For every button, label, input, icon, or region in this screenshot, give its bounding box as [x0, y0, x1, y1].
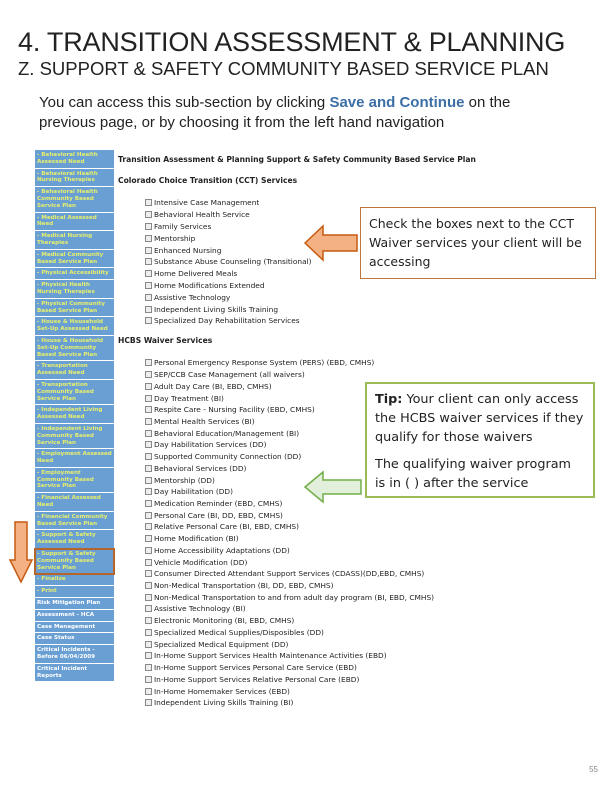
cct-service-item[interactable] [145, 221, 211, 233]
checkbox[interactable] [145, 641, 152, 648]
waiver-note: The qualifying waiver program is in ( ) after the service [375, 457, 572, 491]
nav-item[interactable]: - Physical Community Based Service Plan [35, 299, 114, 318]
service-label: Independent Living Skills Training [154, 304, 279, 314]
cct-service-item[interactable] [145, 232, 195, 244]
service-label: Respite Care - Nursing Facility (EBD, CMHS) [154, 405, 315, 415]
nav-item[interactable]: - Employment Assessed Need [35, 449, 114, 468]
checkbox[interactable] [145, 223, 152, 230]
service-label: Specialized Medical Supplies/Disposibles (DD) [154, 627, 324, 637]
checkbox[interactable] [145, 664, 152, 671]
checkbox[interactable] [145, 247, 152, 254]
hcbs-service-item[interactable] [145, 615, 294, 627]
checkbox[interactable] [145, 294, 152, 301]
cct-service-item[interactable] [145, 280, 265, 292]
checkbox[interactable] [145, 199, 152, 206]
save-continue-link: Save and Continue [329, 94, 465, 111]
nav-item[interactable]: - Physical Accessibility [35, 268, 114, 280]
nav-item[interactable]: - House & Household Set-Up Community Based Service Plan [35, 336, 114, 361]
checkbox[interactable] [145, 453, 152, 460]
checkbox[interactable] [145, 270, 152, 277]
service-label: SEP/CCB Case Management (all waivers) [154, 370, 305, 380]
nav-item[interactable]: Case Status [35, 633, 114, 645]
intro-after: on the previous page, or by choosing it from the left hand navigation [39, 94, 511, 131]
cct-service-item[interactable] [145, 209, 250, 221]
cct-service-item[interactable] [145, 256, 312, 268]
service-label: In-Home Homemaker Services (EBD) [154, 686, 290, 696]
checkbox[interactable] [145, 676, 152, 683]
nav-item[interactable]: - Support & Safety Community Based Service Plan [35, 549, 114, 574]
checkbox[interactable] [145, 282, 152, 289]
checkbox[interactable] [145, 430, 152, 437]
hcbs-service-item[interactable] [145, 650, 387, 662]
service-label: Vehicle Modification (DD) [154, 557, 248, 567]
checkbox[interactable] [145, 406, 152, 413]
hcbs-service-item[interactable] [145, 427, 299, 439]
service-label: Specialized Medical Equipment (DD) [154, 639, 289, 649]
nav-item[interactable]: Case Management [35, 622, 114, 634]
hcbs-service-item[interactable] [145, 439, 266, 451]
checkbox[interactable] [145, 488, 152, 495]
hcbs-service-item[interactable] [145, 627, 324, 639]
cct-service-item[interactable] [145, 244, 221, 256]
checkbox[interactable] [145, 211, 152, 218]
nav-item[interactable]: Risk Mitigation Plan [35, 598, 114, 610]
hcbs-service-item[interactable] [145, 603, 246, 615]
service-label: Mentorship [154, 233, 196, 243]
page-subtitle: Z. SUPPORT & SAFETY COMMUNITY BASED SERVICE PLAN [18, 58, 549, 79]
hcbs-service-item[interactable] [145, 662, 357, 674]
left-navigation [35, 150, 114, 682]
checkbox[interactable] [145, 359, 152, 366]
hcbs-service-item[interactable] [145, 521, 299, 533]
checkbox[interactable] [145, 617, 152, 624]
service-label: Non-Medical Transportation (BI, DD, EBD, CMHS) [154, 581, 334, 591]
cct-service-item[interactable] [145, 197, 259, 209]
hcbs-service-item[interactable] [145, 580, 334, 592]
service-label: Home Modifications Extended [154, 280, 265, 290]
checkbox[interactable] [145, 317, 152, 324]
nav-item[interactable]: - Behavioral Health Nursing Therapies [35, 169, 114, 188]
hcbs-service-item[interactable] [145, 404, 315, 416]
hcbs-section-title: HCBS Waiver Services [118, 336, 213, 345]
checkbox[interactable] [145, 523, 152, 530]
cct-service-item[interactable] [145, 315, 300, 327]
nav-item[interactable]: - House & Household Set-Up Assessed Need [35, 317, 114, 336]
nav-item[interactable]: - Medical Community Based Service Plan [35, 250, 114, 269]
hcbs-service-item[interactable] [145, 451, 301, 463]
nav-item[interactable]: - Medical Nursing Therapies [35, 231, 114, 250]
service-label: Specialized Day Rehabilitation Services [154, 316, 300, 326]
checkbox[interactable] [145, 306, 152, 313]
orange-left-arrow-icon [303, 224, 359, 262]
nav-item[interactable]: - Physical Health Nursing Therapies [35, 280, 114, 299]
checkbox[interactable] [145, 371, 152, 378]
nav-item[interactable]: - Print [35, 586, 114, 598]
service-label: Assistive Technology [154, 292, 231, 302]
service-label: Intensive Case Management [154, 198, 260, 208]
nav-item[interactable]: - Support & Safety Assessed Need [35, 530, 114, 549]
service-label: Personal Care (BI, DD, EBD, CMHS) [154, 510, 283, 520]
checkbox[interactable] [145, 582, 152, 589]
nav-item[interactable]: - Transportation Assessed Need [35, 361, 114, 380]
form-title: Transition Assessment & Planning Support & Safety Community Based Service Plan [118, 155, 476, 164]
service-label: Day Treatment (BI) [154, 393, 224, 403]
hcbs-service-item[interactable] [145, 556, 247, 568]
service-label: Home Modification (BI) [154, 534, 239, 544]
hcbs-service-item[interactable] [145, 591, 434, 603]
checkbox[interactable] [145, 258, 152, 265]
nav-item[interactable]: - Employment Community Based Service Plan [35, 468, 114, 493]
callout-cct: Check the boxes next to the CCT Waiver services your client will be accessing [360, 207, 596, 279]
nav-item[interactable]: - Independent Living Assessed Need [35, 405, 114, 424]
hcbs-service-item[interactable] [145, 697, 293, 709]
checkbox[interactable] [145, 500, 152, 507]
hcbs-service-item[interactable] [145, 474, 215, 486]
nav-item[interactable]: - Behavioral Health Community Based Service Plan [35, 187, 114, 212]
checkbox[interactable] [145, 629, 152, 636]
checkbox[interactable] [145, 395, 152, 402]
hcbs-service-item[interactable] [145, 462, 246, 474]
hcbs-service-item[interactable] [145, 509, 283, 521]
checkbox[interactable] [145, 570, 152, 577]
checkbox[interactable] [145, 605, 152, 612]
hcbs-service-item[interactable] [145, 416, 255, 428]
service-label: In-Home Support Services Relative Personal Care (EBD) [154, 674, 360, 684]
nav-item[interactable]: - Transportation Community Based Service Plan [35, 380, 114, 405]
hcbs-service-item[interactable] [145, 498, 282, 510]
checkbox[interactable] [145, 441, 152, 448]
service-label: Enhanced Nursing [154, 245, 222, 255]
checkbox[interactable] [145, 383, 152, 390]
intro-before: You can access this sub-section by clicking [39, 94, 330, 111]
service-label: Mental Health Services (BI) [154, 416, 255, 426]
checkbox[interactable] [145, 688, 152, 695]
service-label: Supported Community Connection (DD) [154, 452, 302, 462]
cct-service-item[interactable] [145, 291, 230, 303]
hcbs-service-item[interactable] [145, 357, 374, 369]
service-label: Personal Emergency Response System (PERS) (EBD, CMHS) [154, 358, 375, 368]
service-label: Medication Reminder (EBD, CMHS) [154, 498, 283, 508]
nav-item[interactable]: - Independent Living Community Based Service Plan [35, 424, 114, 449]
orange-down-arrow-icon [8, 520, 34, 584]
checkbox[interactable] [145, 547, 152, 554]
cct-service-item[interactable] [145, 268, 237, 280]
service-label: Substance Abuse Counseling (Transitional) [154, 257, 312, 267]
service-label: Adult Day Care (BI, EBD, CMHS) [154, 381, 272, 391]
hcbs-service-item[interactable] [145, 545, 290, 557]
nav-item[interactable]: - Behavioral Health Assessed Need [35, 150, 114, 169]
service-label: In-Home Support Services Personal Care Service (EBD) [154, 663, 357, 673]
checkbox[interactable] [145, 465, 152, 472]
checkbox[interactable] [145, 535, 152, 542]
callout-hcbs-tip [365, 382, 595, 498]
checkbox[interactable] [145, 594, 152, 601]
hcbs-service-item[interactable] [145, 638, 288, 650]
service-label: Behavioral Services (DD) [154, 463, 247, 473]
nav-item[interactable]: Critical Incident Reports [35, 664, 114, 683]
service-label: Day Habilitation (DD) [154, 487, 233, 497]
service-label: Assistive Technology (BI) [154, 604, 246, 614]
green-left-arrow-icon [303, 470, 363, 504]
nav-item[interactable]: Assessment - HCA [35, 610, 114, 622]
service-label: Home Delivered Meals [154, 269, 238, 279]
hcbs-service-item[interactable] [145, 533, 239, 545]
nav-item[interactable]: - Financial Community Based Service Plan [35, 512, 114, 531]
service-label: Relative Personal Care (BI, EBD, CMHS) [154, 522, 300, 532]
page-title: 4. TRANSITION ASSESSMENT & PLANNING [18, 27, 566, 57]
hcbs-service-item[interactable] [145, 369, 305, 381]
service-label: Non-Medical Transportation to and from adult day program (BI, EBD, CMHS) [154, 592, 435, 602]
hcbs-service-item[interactable] [145, 486, 233, 498]
checkbox[interactable] [145, 235, 152, 242]
intro-text [39, 93, 559, 133]
cct-section-title: Colorado Choice Transition (CCT) Services [118, 176, 298, 185]
checkbox[interactable] [145, 699, 152, 706]
checkbox[interactable] [145, 512, 152, 519]
hcbs-service-item[interactable] [145, 568, 424, 580]
checkbox[interactable] [145, 477, 152, 484]
nav-item[interactable]: - Finalize [35, 574, 114, 586]
nav-item[interactable]: - Medical Assessed Need [35, 213, 114, 232]
nav-item[interactable]: Critical Incidents - Before 06/04/2009 [35, 645, 114, 664]
checkbox[interactable] [145, 418, 152, 425]
checkbox[interactable] [145, 559, 152, 566]
hcbs-service-item[interactable] [145, 392, 224, 404]
service-label: Home Accessibility Adaptations (DD) [154, 545, 290, 555]
tip-label: Tip: [375, 392, 403, 407]
service-label: Independent Living Skills Training (BI) [154, 698, 294, 708]
nav-item[interactable]: - Financial Assessed Need [35, 493, 114, 512]
service-label: Mentorship (DD) [154, 475, 215, 485]
service-label: In-Home Support Services Health Maintenance Activities (EBD) [154, 651, 387, 661]
checkbox[interactable] [145, 652, 152, 659]
hcbs-service-item[interactable] [145, 380, 272, 392]
tip-text: Your client can only access the HCBS waiver services if they qualify for those waivers [375, 392, 584, 445]
service-label: Family Services [154, 221, 212, 231]
hcbs-service-item[interactable] [145, 673, 359, 685]
service-label: Day Habilitation Services (DD) [154, 440, 267, 450]
service-label: Electronic Monitoring (BI, EBD, CMHS) [154, 616, 295, 626]
cct-service-item[interactable] [145, 303, 278, 315]
hcbs-service-item[interactable] [145, 685, 290, 697]
page-number: 55 [589, 765, 598, 774]
service-label: Behavioral Education/Management (BI) [154, 428, 300, 438]
service-label: Behavioral Health Service [154, 210, 250, 220]
service-label: Consumer Directed Attendant Support Services (CDASS)(DD,EBD, CMHS) [154, 569, 425, 579]
